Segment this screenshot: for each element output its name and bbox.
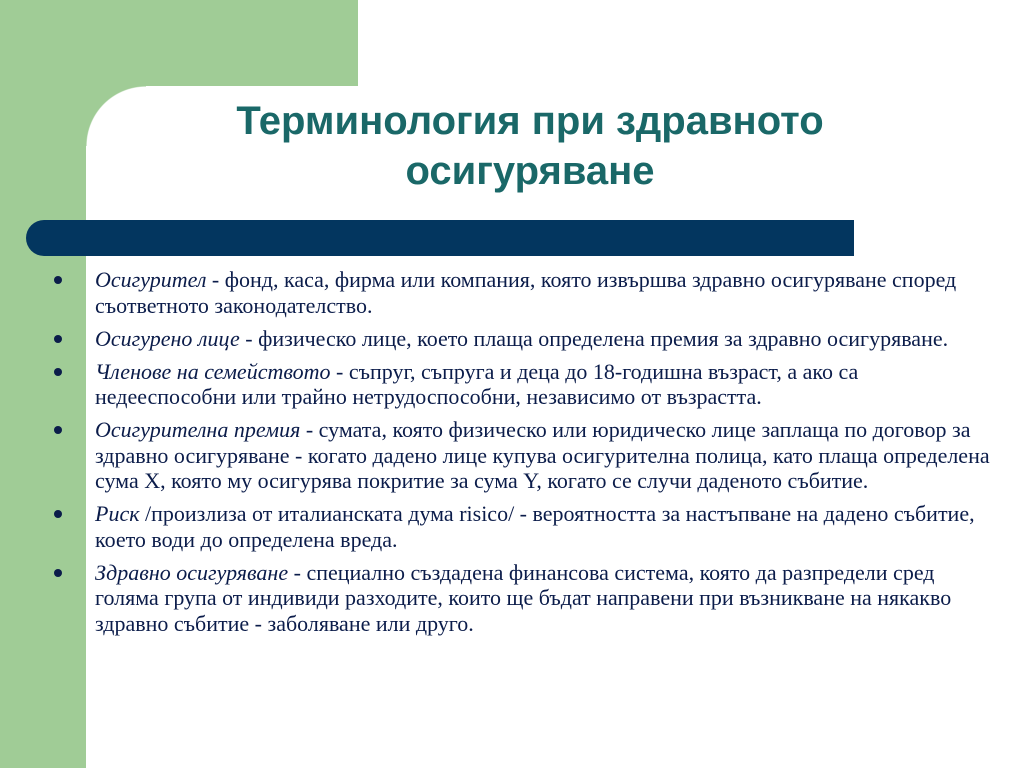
definition: /произлиза от италианската дума risico/ - вероятността за настъпване на дадено събитие, което води до определена вреда. <box>95 501 975 552</box>
bullet-dot-icon <box>54 426 62 434</box>
list-item <box>54 560 994 637</box>
bullet-dot-icon <box>54 510 62 518</box>
term: Осигурител <box>95 267 207 292</box>
definition: - фонд, каса, фирма или компания, която извършва здравно осигуряване според съответното законодателство. <box>95 267 957 318</box>
term: Членове на семейството <box>95 358 331 384</box>
slide-title-line-1: Терминология при здравното <box>236 99 824 143</box>
list-item <box>54 267 994 318</box>
term: Здравно осигуряване <box>95 559 289 585</box>
definition: - сумата, която физическо или юридическо лице заплаща по договор за здравно осигуряване - когато дадено лице купува осигурителна полица, като плаща определена сума X, която му осигурява покритие за сума Y, когато се случи даденото събитие. <box>95 417 990 493</box>
green-frame-top <box>0 0 358 86</box>
term: Осигурителна премия <box>95 417 301 442</box>
definition: - физическо лице, което плаща определена премия за здравно осигуряване. <box>239 325 949 351</box>
bullet-dot-icon <box>54 335 62 343</box>
definition: - съпруг, съпруга и деца до 18-годишна възраст, а ако са недееспособни или трайно нетрудоспособни, независимо от възрастта. <box>95 358 859 409</box>
term: Осигурено лице <box>95 325 240 351</box>
slide-title <box>120 96 940 196</box>
list-item <box>54 359 994 410</box>
term: Риск <box>95 501 140 526</box>
bullet-dot-icon <box>54 368 62 376</box>
bullet-dot-icon <box>54 276 62 284</box>
list-item <box>54 326 994 352</box>
title-divider-bar <box>26 220 854 256</box>
terminology-list <box>54 267 994 644</box>
bullet-dot-icon <box>54 569 62 577</box>
slide-title-line-2: осигуряване <box>405 149 655 193</box>
definition: - специално създадена финансова система, която да разпредели сред голяма група от индивиди разходите, които ще бъдат направени при възникване на някакво здравно събитие - заболяване или друго. <box>95 559 952 636</box>
list-item <box>54 417 994 494</box>
list-item <box>54 501 994 552</box>
